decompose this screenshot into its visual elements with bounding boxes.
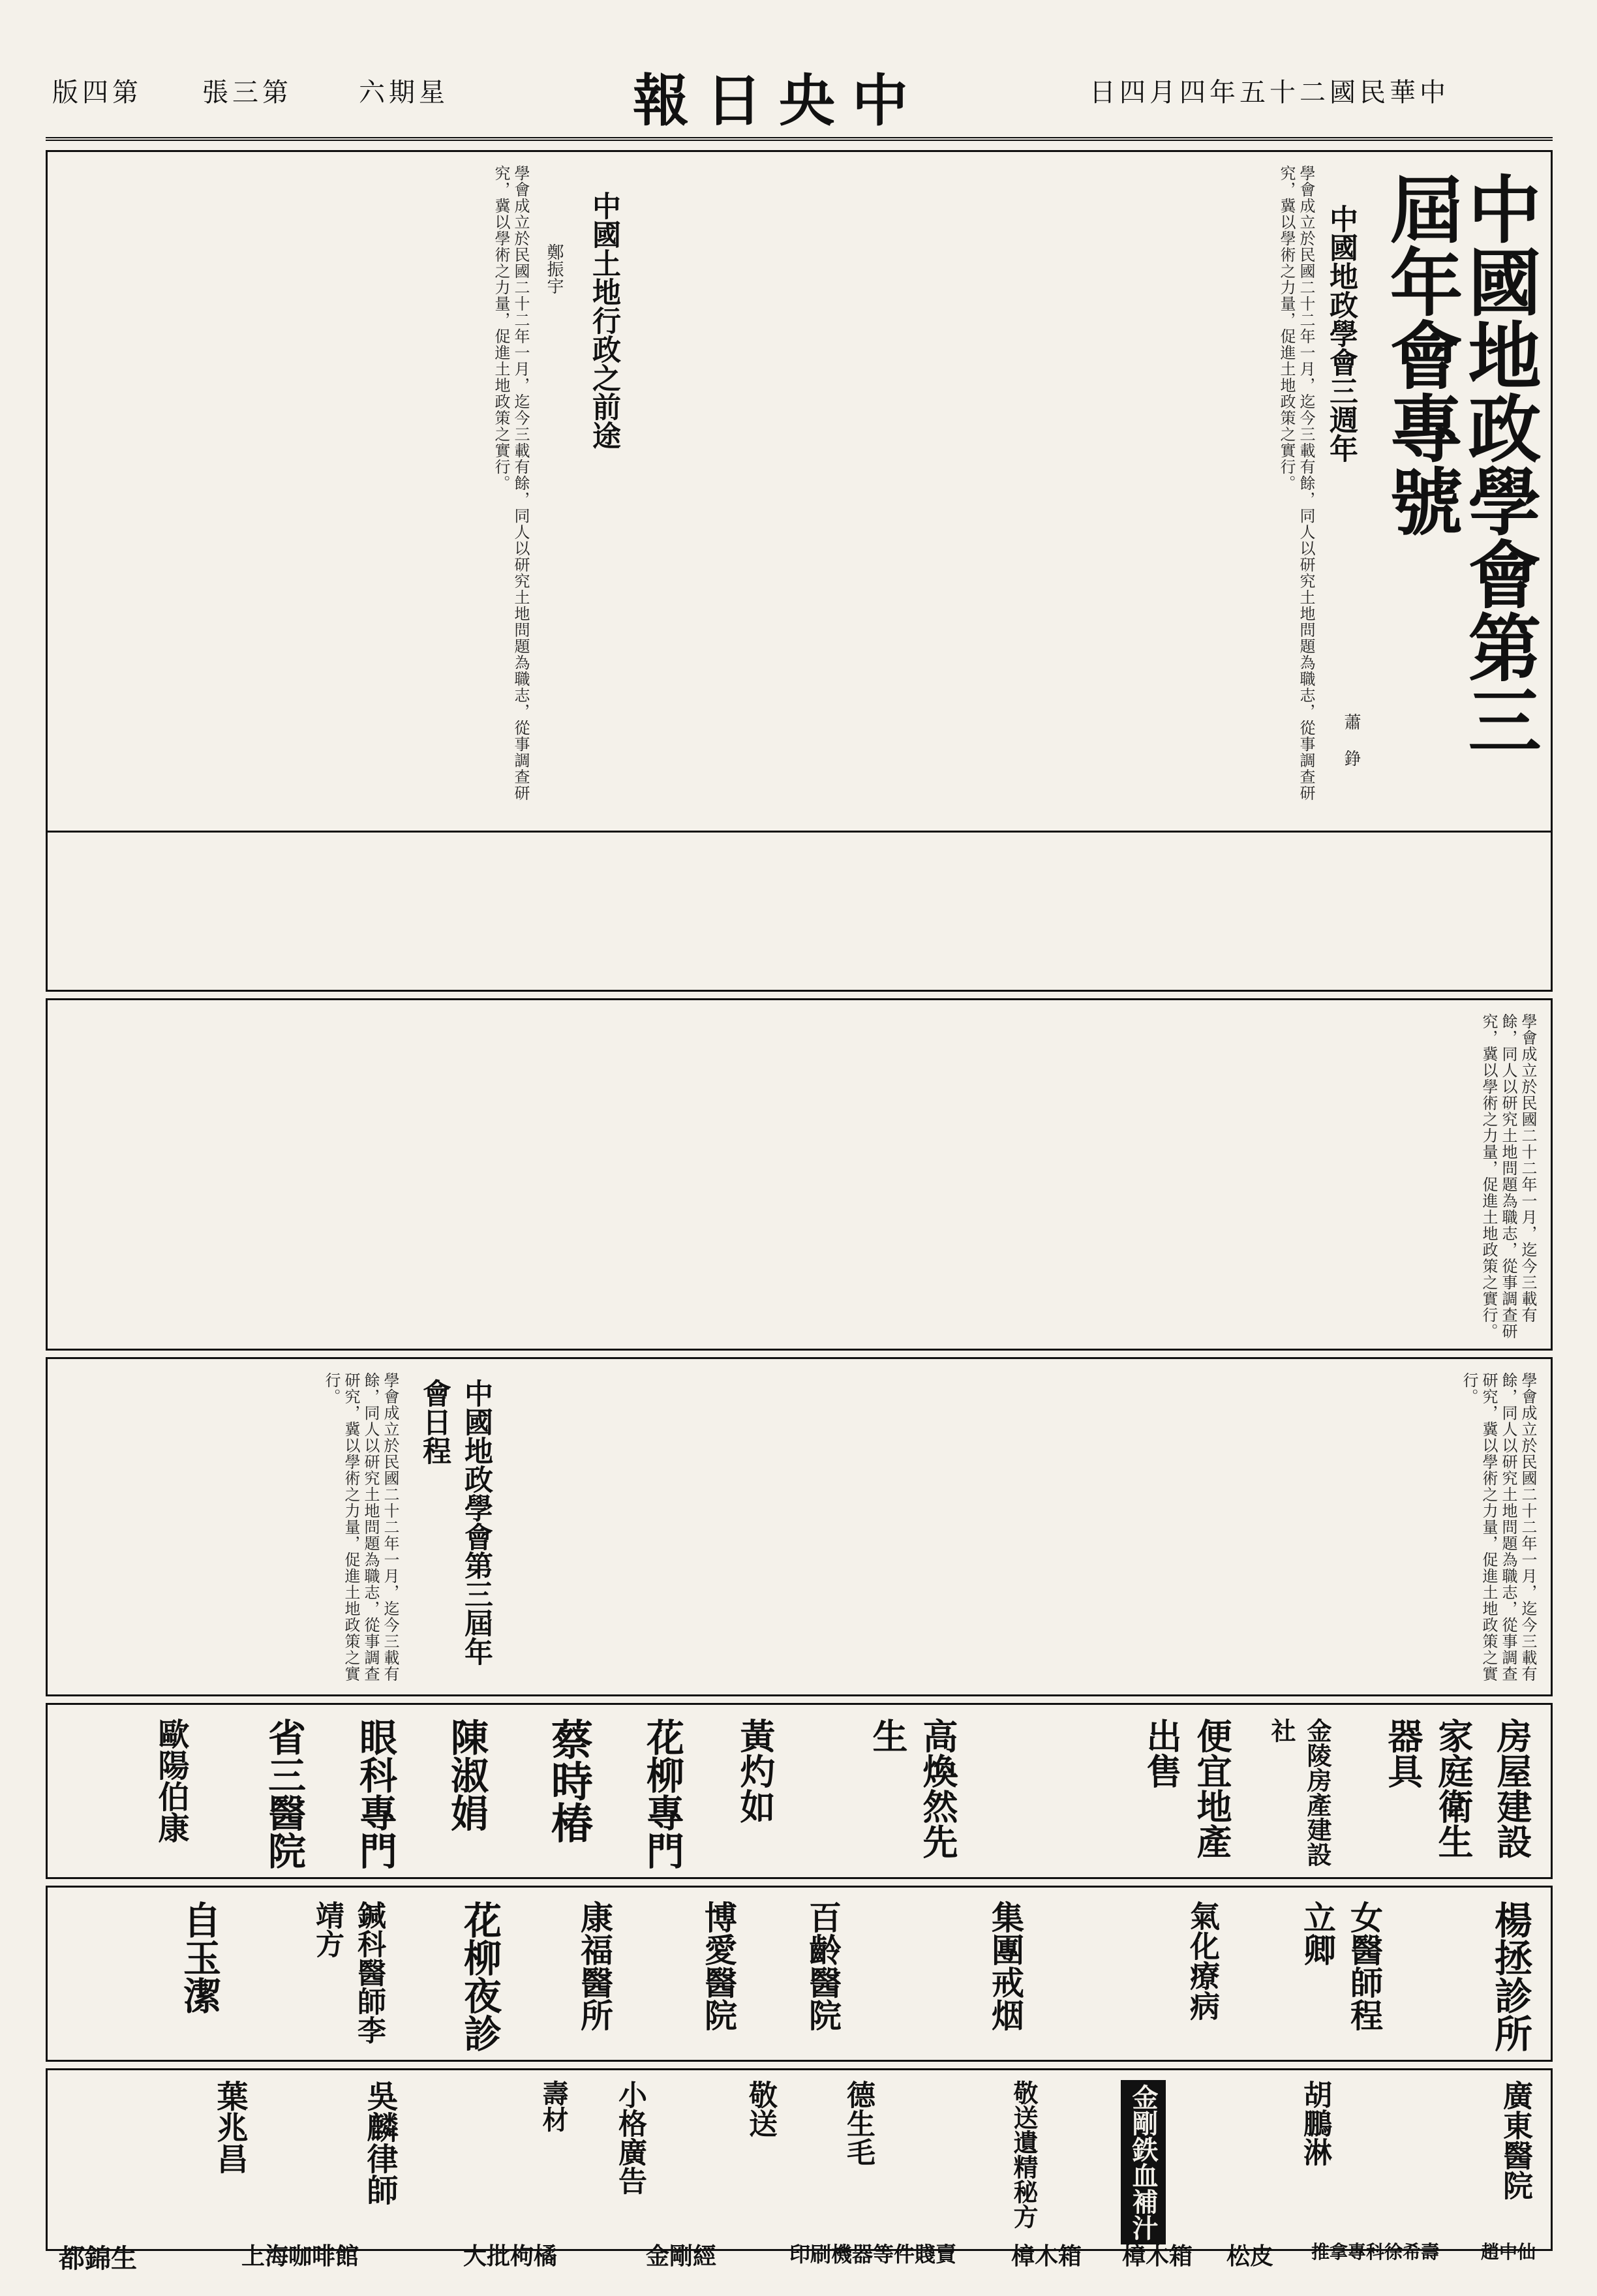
ad-bo-ai: 博愛醫院 xyxy=(699,1901,738,2031)
ad-small-ads: 小格廣告 xyxy=(613,2080,646,2195)
ad-sex-clinic: 花柳專門 xyxy=(640,1718,684,1869)
ad-funeral: 壽材 xyxy=(538,2080,569,2132)
weekday-label: 六期星 xyxy=(359,78,449,108)
ad-sansan: 省三醫院 xyxy=(262,1718,306,1869)
ad-jingang: 金剛鉄血補汁 xyxy=(1121,2080,1166,2244)
schedule-section xyxy=(46,1357,1553,1696)
ad-gift-mao: 德生毛 xyxy=(842,2080,875,2166)
sub-author: 蕭 錚 xyxy=(1341,713,1361,767)
ad-zhao: 趙中仙 xyxy=(1481,2241,1536,2263)
ad-quit-opium: 集團戒烟 xyxy=(986,1901,1025,2031)
article2-body: 學會成立於民國二十二年一月，迄今三載有餘，同人以研究土地問題為職志，從事調查研究，冀以學術之力量，促進土地政策之實行。 xyxy=(492,165,530,801)
ad-dr-yang: 楊拯診所 xyxy=(1488,1901,1532,2052)
ad-dr-li: 鍼科醫師李靖方 xyxy=(311,1901,386,2044)
ad-nanjing-realty: 金陵房產建設社 xyxy=(1267,1718,1332,1867)
page-label: 版四第 xyxy=(52,78,142,108)
ad-camphor-de: 樟木箱 xyxy=(1011,2242,1082,2270)
divider xyxy=(48,831,1551,833)
ad-house-build: 房屋建設 xyxy=(1491,1718,1533,1859)
ads-row-2 xyxy=(46,1886,1553,2062)
ads-row-3 xyxy=(46,2068,1553,2251)
ad-dr-bai: 自玉潔 xyxy=(177,1901,221,2014)
ad-dapi: 大批枸橘 xyxy=(463,2242,558,2270)
newspaper-page xyxy=(46,39,1553,2258)
ad-lawyer-wu: 吳麟律師 xyxy=(361,2080,398,2205)
ad-camphor-fo: 樟木箱 xyxy=(1122,2242,1193,2270)
bottom-ads xyxy=(46,2231,1553,2284)
sub-title: 中國地政學會三週年 xyxy=(1324,204,1358,463)
middle-articles xyxy=(46,998,1553,1351)
ad-qi-hua: 氣化療病 xyxy=(1185,1901,1221,2021)
ad-print-sale: 印刷機器等件賤賣 xyxy=(789,2242,957,2267)
article2-title: 中國土地行政之前途 xyxy=(587,191,620,450)
ad-jingang-sutra: 金剛經 xyxy=(646,2242,717,2270)
ad-dr-hu: 胡鵬淋 xyxy=(1298,2080,1331,2166)
ad-doctor-huang: 黃灼如 xyxy=(735,1718,776,1824)
schedule-title: 中國地政學會第三屆年會日程 xyxy=(418,1379,493,1666)
sheet-label: 張三第 xyxy=(202,78,292,108)
article-body: 學會成立於民國二十二年一月，迄今三載有餘，同人以研究土地問題為職志，從事調查研究，冀以學術之力量，促進土地政策之實行。 xyxy=(1277,165,1315,801)
middle-body: 學會成立於民國二十二年一月，迄今三載有餘，同人以研究土地問題為職志，從事調查研究，冀以學術之力量，促進土地政策之實行。 xyxy=(1480,1013,1537,1339)
ad-eye-clinic: 眼科專門 xyxy=(353,1718,397,1869)
ads-row-1 xyxy=(46,1703,1553,1879)
ad-gift-bing: 敬送 xyxy=(744,2080,777,2137)
feature-section xyxy=(46,150,1553,992)
ad-dr-cai: 蔡時椿 xyxy=(544,1718,593,1843)
ad-doctor-gao: 高煥然先生 xyxy=(867,1718,959,1859)
ad-sanitary: 家庭衛生器具 xyxy=(1382,1718,1474,1859)
masthead xyxy=(46,39,1553,141)
ad-baiqin: 百齡醫院 xyxy=(804,1901,842,2031)
schedule-right-body: 學會成立於民國二十二年一月，迄今三載有餘，同人以研究土地問題為職志，從事調查研究，冀以學術之力量，促進土地政策之實行。 xyxy=(1460,1372,1537,1682)
ad-night-clinic: 花柳夜診 xyxy=(457,1901,502,2052)
ad-lawyer-ye: 葉兆昌 xyxy=(211,2080,248,2174)
ad-kang-fu: 康福醫所 xyxy=(575,1901,614,2031)
ad-gift-ref: 敬送遺精秘方 xyxy=(1009,2080,1039,2229)
ad-cafe: 上海咖啡館 xyxy=(241,2242,359,2270)
date-label: 日四月四年五十二國民華中 xyxy=(1089,78,1450,108)
ad-dujin: 都錦生 xyxy=(59,2243,137,2274)
ad-song-pi: 松皮 xyxy=(1226,2242,1274,2270)
ad-dr-chen: 陳淑娟 xyxy=(444,1718,489,1831)
ad-ouyang: 歐陽伯康 xyxy=(153,1718,189,1843)
ad-xu-xi: 推拿專科徐希壽 xyxy=(1311,2241,1440,2263)
ad-land-sale: 便宜地產出售 xyxy=(1141,1718,1233,1859)
schedule-body: 學會成立於民國二十二年一月，迄今三載有餘，同人以研究土地問題為職志，從事調查研究，冀以學術之力量，促進土地政策之實行。 xyxy=(322,1372,399,1682)
paper-name: 報日央中 xyxy=(633,68,925,134)
main-title: 中國地政學會第三屆年會專號 xyxy=(1378,172,1542,756)
ad-dr-cheng: 女醫師程立卿 xyxy=(1298,1901,1384,2031)
article2-author: 鄭振宇 xyxy=(544,243,564,294)
ad-guangdong: 廣東醫院 xyxy=(1498,2080,1534,2200)
